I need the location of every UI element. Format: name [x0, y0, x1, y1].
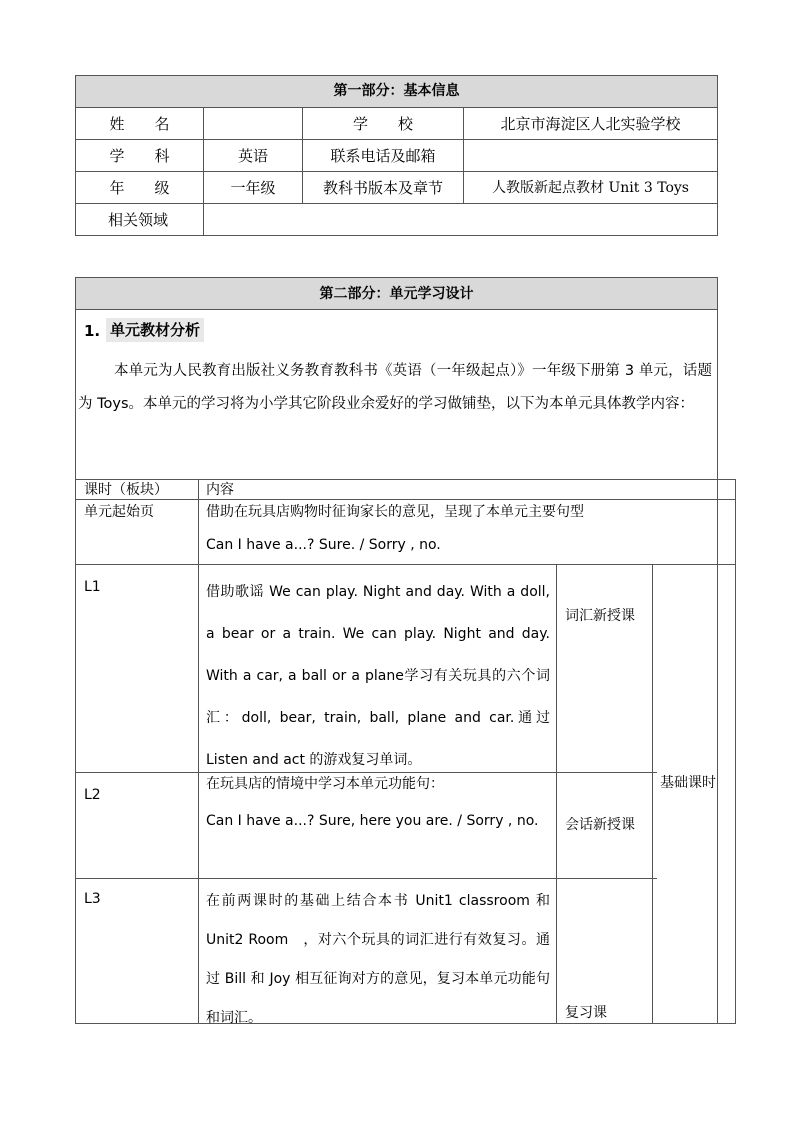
section-number: 1. — [84, 322, 101, 340]
lesson-content-l2-line2: Can I have a...? Sure, here you are. / Sorry , no. — [206, 813, 539, 829]
start-page-line2: Can I have a...? Sure. / Sorry , no. — [206, 537, 441, 553]
lesson-type-l1: 词汇新授课 — [565, 608, 635, 624]
lesson-label-l3: L3 — [84, 891, 101, 907]
part1-title: 第一部分：基本信息 — [333, 83, 460, 99]
start-page-line1: 借助在玩具店购物时征询家长的意见，呈现了本单元主要句型 — [206, 504, 584, 520]
contact-label: 联系电话及邮箱 — [330, 147, 436, 165]
textbook-value: 人教版新起点教材 Unit 3 Toys — [492, 180, 689, 196]
grade-value: 一年级 — [230, 179, 276, 197]
school-label: 学 校 — [352, 115, 413, 133]
start-page-label: 单元起始页 — [84, 504, 154, 520]
school-value: 北京市海淀区人北实验学校 — [500, 115, 681, 133]
lesson-content-l2-line1: 在玩具店的情境中学习本单元功能句： — [206, 776, 444, 792]
col-header-content: 内容 — [206, 482, 234, 498]
field-label: 相关领域 — [108, 211, 169, 229]
section-title: 单元教材分析 — [106, 318, 204, 342]
subject-label: 学 科 — [109, 147, 170, 165]
intro-paragraph: 本单元为人民教育出版社义务教育教科书《英语（一年级起点）》一年级下册第 3 单元，话题为 Toys。本单元的学习将为小学其它阶段业余爱好的学习做铺垫，以下为本单元具体教学内容： — [78, 363, 712, 412]
lesson-label-l2: L2 — [84, 787, 101, 803]
lesson-label-l1: L1 — [84, 579, 101, 595]
subject-value: 英语 — [237, 147, 268, 165]
category-basic-lessons: 基础课时 — [660, 775, 716, 791]
lesson-content-l1: 借助歌谣 We can play. Night and day. With a doll, a bear or a train. We can play. Night and day. With a car, a ball or a plane学习有关玩具的六个词汇：doll, bear, train, ball, plane and car.通过 Listen and act 的游戏复习单词。 — [206, 584, 550, 768]
name-label: 姓 名 — [109, 115, 170, 133]
grade-label: 年 级 — [109, 179, 170, 197]
lesson-type-l3: 复习课 — [565, 1005, 607, 1021]
lesson-content-l3: 在前两课时的基础上结合本书 Unit1 classroom 和 Unit2 Room ，对六个玩具的词汇进行有效复习。通过 Bill 和 Joy 相互征询对方的意见，复习本单元功能句和词汇。 — [206, 893, 550, 1026]
col-header-lesson: 课时（板块） — [84, 482, 168, 498]
part2-title: 第二部分：单元学习设计 — [319, 286, 474, 302]
lesson-type-l2: 会话新授课 — [565, 817, 635, 833]
textbook-label: 教科书版本及章节 — [322, 179, 443, 197]
